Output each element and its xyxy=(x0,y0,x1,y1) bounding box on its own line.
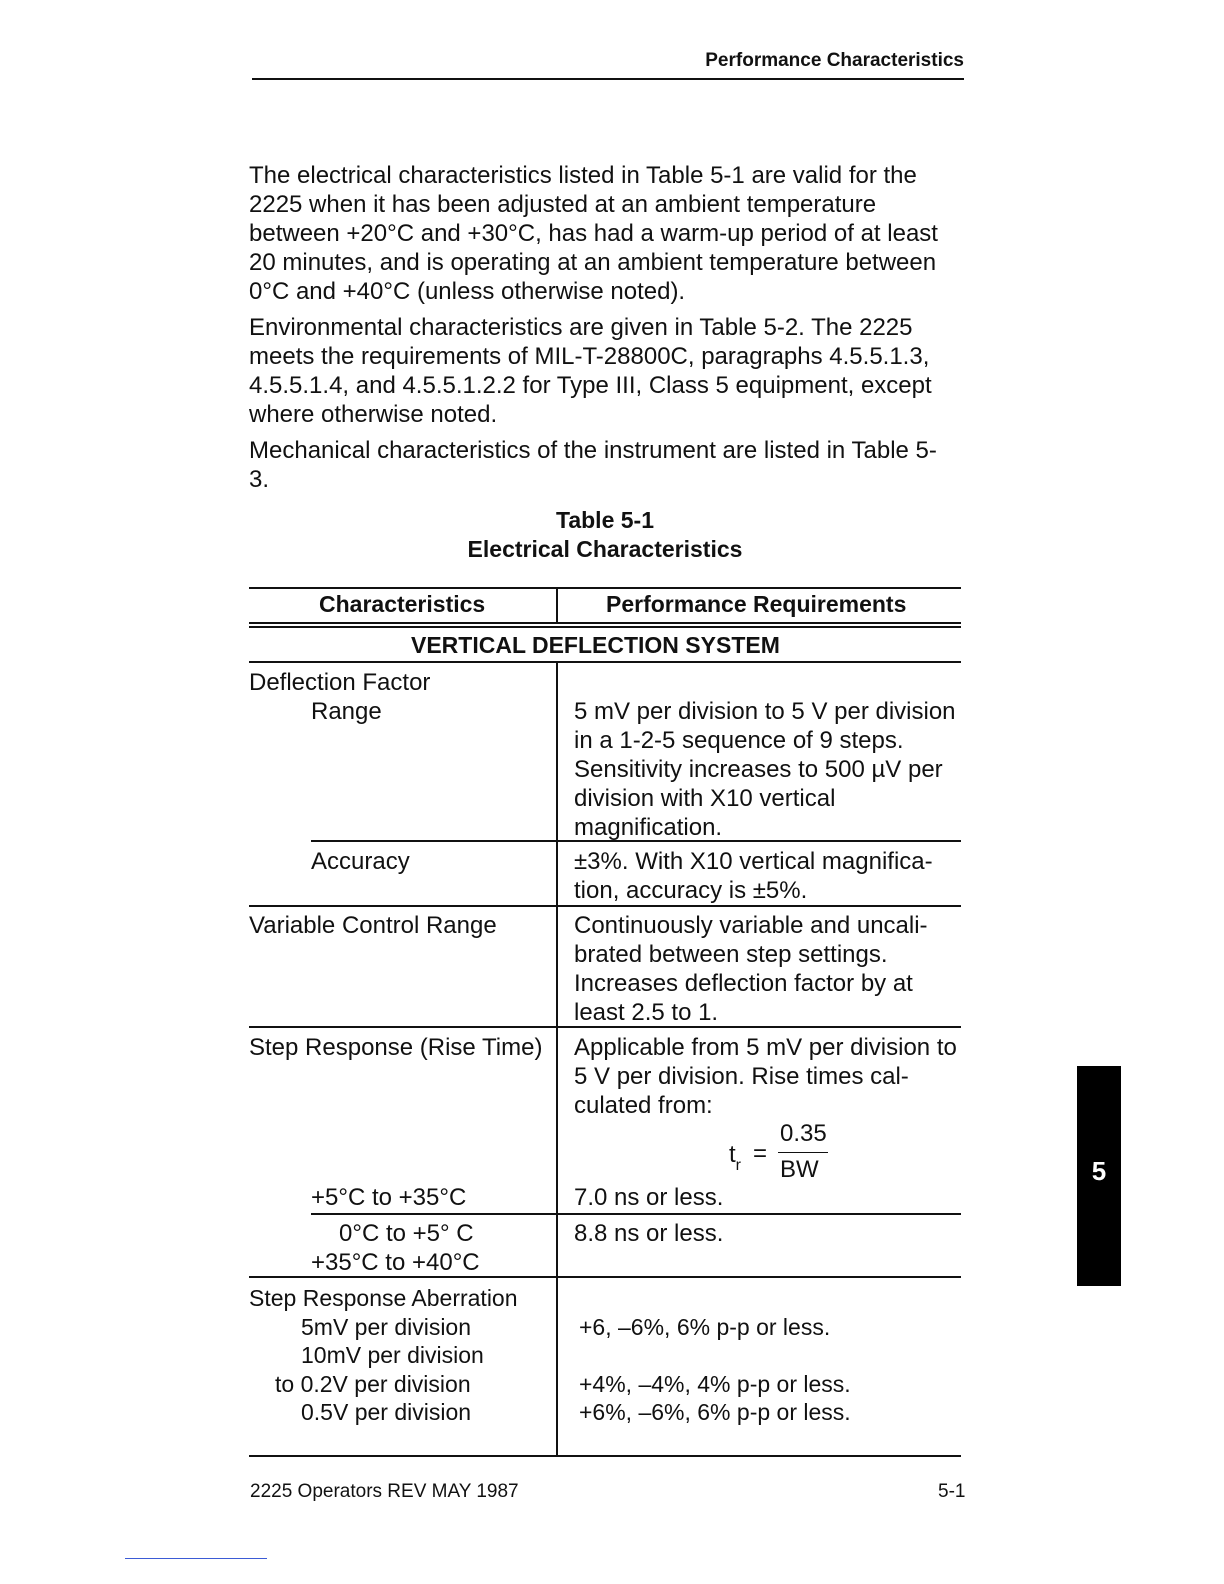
temp2-requirement: 8.8 ns or less. xyxy=(574,1220,724,1247)
footer-page-number: 5-1 xyxy=(938,1481,966,1502)
intro-paragraph-1: The electrical characteristics listed in Table 5-1 are valid for the 2225 when it has been adjusted at an ambient temperature between +20°C and +30°C, has had a warm-up period of at least 20 minutes, and is operating at an ambient temperature between 0°C and +40°C (unless otherwise noted). xyxy=(249,162,938,305)
temp2-label-b: +35°C to +40°C xyxy=(311,1249,480,1276)
column-divider xyxy=(556,661,558,1455)
range-requirement: 5 mV per division to 5 V per division in a 1-2-5 sequence of 9 steps. Sensitivity increases to 500 µV per division with X10 vertical magnification. xyxy=(574,698,956,841)
variable-control-requirement: Continuously variable and uncali-brated between step settings. Increases deflection factor by at least 2.5 to 1. xyxy=(574,912,928,1026)
section-tab-number: 5 xyxy=(1091,1156,1107,1186)
step-response-label: Step Response (Rise Time) xyxy=(249,1034,543,1061)
formula-subscript: r xyxy=(735,1157,741,1174)
ab2-requirement: +4%, –4%, 4% p-p or less. xyxy=(579,1371,851,1397)
step-response-requirement: Applicable from 5 mV per division to 5 V per division. Rise times cal-culated from: xyxy=(574,1034,957,1119)
variable-control-label: Variable Control Range xyxy=(249,912,497,939)
accuracy-requirement: ±3%. With X10 vertical magnifica-tion, accuracy is ±5%. xyxy=(574,848,933,904)
formula-denominator: BW xyxy=(780,1156,819,1183)
temp1-requirement: 7.0 ns or less. xyxy=(574,1184,724,1211)
header-divider xyxy=(556,587,558,622)
ab2-label-a: 10mV per division xyxy=(301,1342,484,1368)
accuracy-label: Accuracy xyxy=(311,848,410,875)
ab3-label: 0.5V per division xyxy=(301,1399,472,1425)
temp2-label-a: 0°C to +5° C xyxy=(339,1220,474,1247)
table-top-rule xyxy=(249,587,961,589)
header-double-rule xyxy=(249,626,961,628)
table-title: Electrical Characteristics xyxy=(467,536,743,562)
footer-document-title: 2225 Operators REV MAY 1987 xyxy=(250,1481,519,1502)
temp1-label: +5°C to +35°C xyxy=(311,1184,467,1211)
ab1-requirement: +6, –6%, 6% p-p or less. xyxy=(579,1314,831,1340)
table-bottom-rule xyxy=(249,1455,961,1457)
formula-equals: = xyxy=(753,1140,768,1167)
formula-numerator: 0.35 xyxy=(780,1120,827,1147)
formula-t: t xyxy=(729,1141,736,1168)
col-header-performance: Performance Requirements xyxy=(606,591,907,617)
range-label: Range xyxy=(311,698,382,725)
intro-paragraph-3: Mechanical characteristics of the instrument are listed in Table 5-3. xyxy=(249,437,937,493)
variable-rule xyxy=(249,905,961,907)
header-rule xyxy=(252,78,964,80)
intro-paragraph-2: Environmental characteristics are given in Table 5-2. The 2225 meets the requirements of MIL-T-28800C, paragraphs 4.5.5.1.3, 4.5.5.1.4, and 4.5.5.1.2.2 for Type III, Class 5 equipment, except where otherwise noted. xyxy=(249,314,932,428)
ab1-label: 5mV per division xyxy=(301,1314,472,1340)
bottom-link-underline xyxy=(125,1558,267,1559)
header-bottom-rule xyxy=(249,622,961,624)
table-number: Table 5-1 xyxy=(556,507,654,533)
ab2-label-b: to 0.2V per division xyxy=(275,1371,471,1397)
section-title: Performance Characteristics xyxy=(705,50,964,71)
temp2-rule xyxy=(311,1213,961,1215)
ab3-requirement: +6%, –6%, 6% p-p or less. xyxy=(579,1399,851,1425)
formula-lhs xyxy=(729,1140,741,1172)
formula-fraction-bar xyxy=(778,1152,828,1153)
intro-text xyxy=(249,161,949,501)
electrical-characteristics-table xyxy=(249,585,961,1460)
deflection-factor-label: Deflection Factor xyxy=(249,669,431,696)
section-heading: VERTICAL DEFLECTION SYSTEM xyxy=(411,632,780,658)
section-rule xyxy=(249,661,961,663)
col-header-characteristics: Characteristics xyxy=(319,591,486,617)
aberration-label: Step Response Aberration xyxy=(249,1285,518,1311)
section-tab-marker xyxy=(1077,1066,1121,1286)
